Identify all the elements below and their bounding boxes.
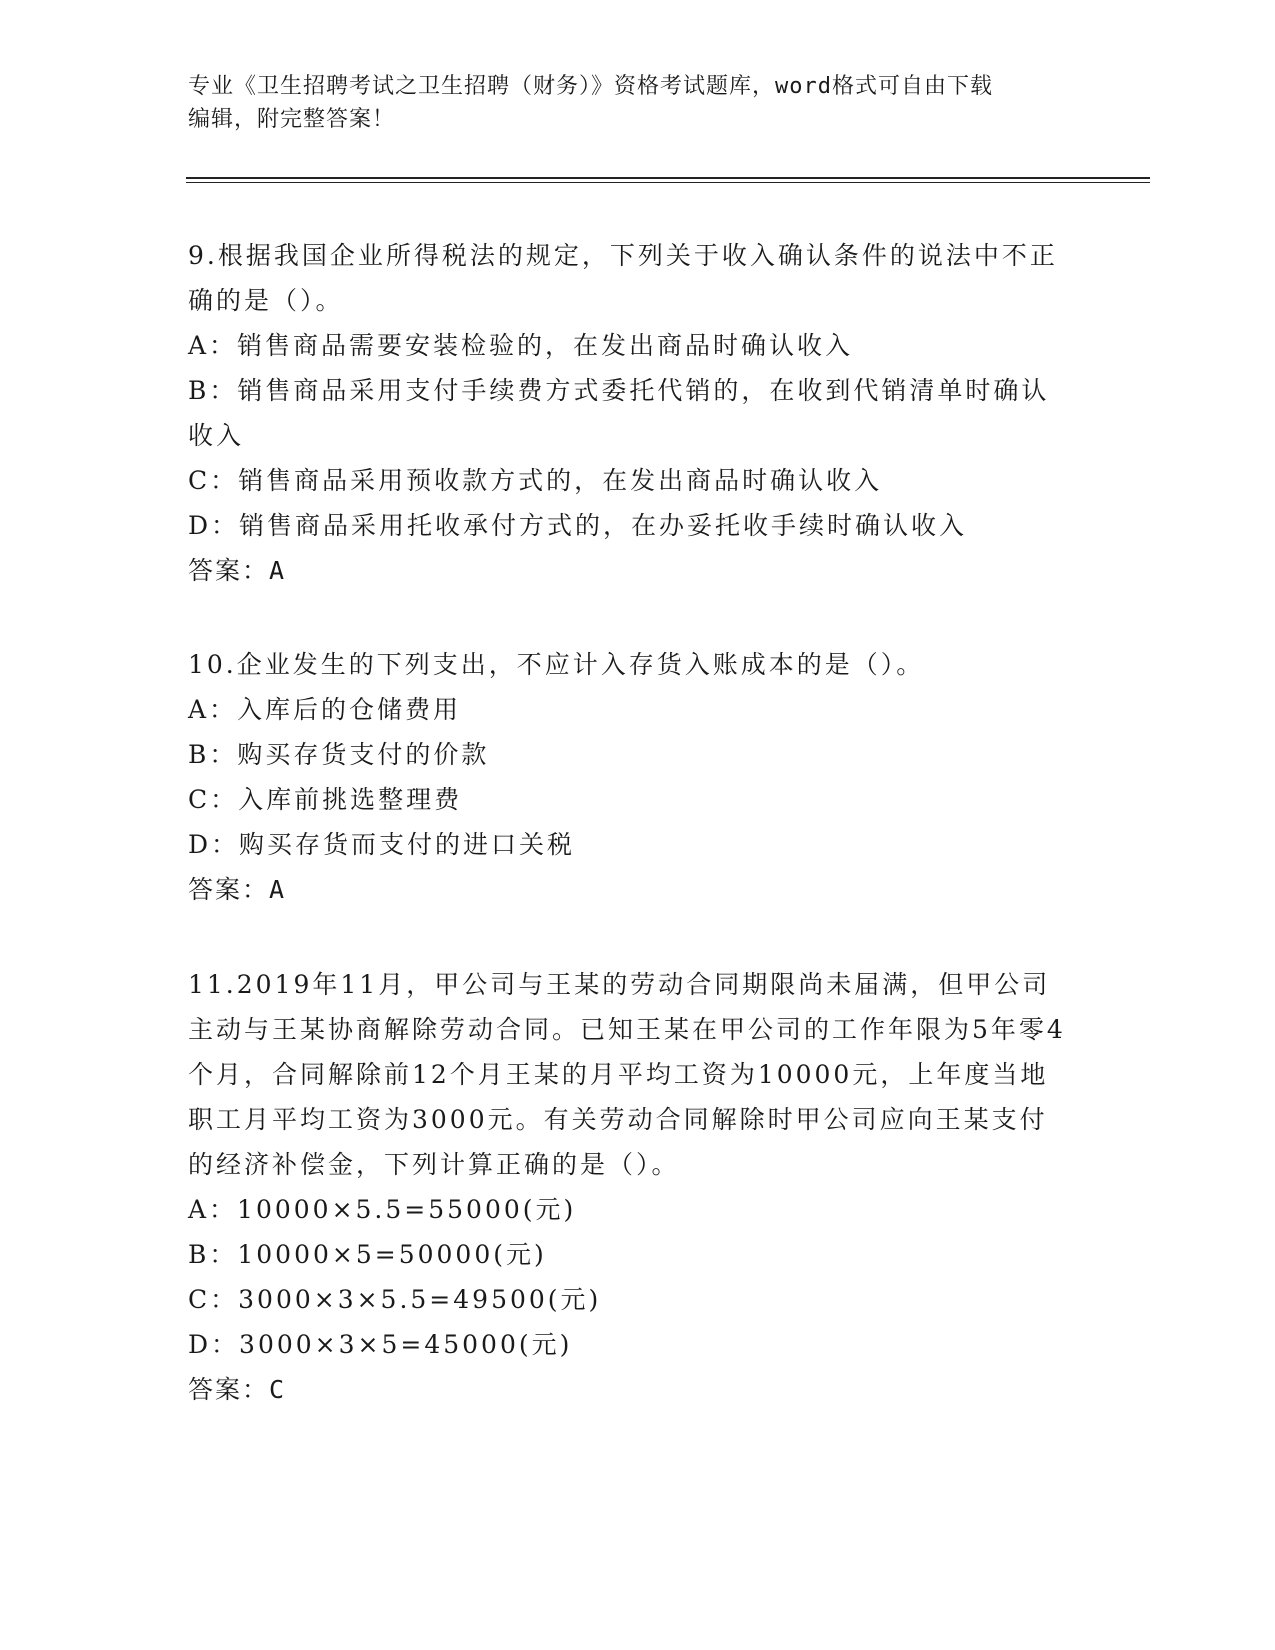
option-c: C：销售商品采用预收款方式的，在发出商品时确认收入: [188, 466, 883, 495]
document-header: [188, 70, 1068, 136]
option-d: D：销售商品采用托收承付方式的，在办妥托收手续时确认收入: [188, 511, 968, 540]
question-stem: 11.2019年11月，甲公司与王某的劳动合同期限尚未届满，但甲公司主动与王某协商解除劳动合同。已知王某在甲公司的工作年限为5年零4个月，合同解除前12个月王某的月平均工资为10000元，上年度当地职工月平均工资为3000元。有关劳动合同解除时甲公司应向王某支付的经济补偿金，下列计算正确的是（）。: [188, 970, 1066, 1179]
answer-value: A: [269, 875, 287, 904]
option-a: A：10000×5.5=55000(元): [188, 1195, 577, 1224]
question-stem: 10.企业发生的下列支出，不应计入存货入账成本的是（）。: [188, 650, 925, 679]
answer-label: 答案：: [188, 556, 270, 585]
answer-line: [188, 867, 1068, 912]
option-d: D：购买存货而支付的进口关税: [188, 830, 576, 859]
option-c: C：入库前挑选整理费: [188, 785, 463, 814]
header-line-2: 编辑，附完整答案！: [188, 107, 396, 132]
option-b: B：购买存货支付的价款: [188, 740, 490, 769]
option-d: D：3000×3×5=45000(元): [188, 1330, 573, 1359]
answer-label: 答案：: [188, 875, 270, 904]
header-divider-top: [186, 177, 1150, 179]
answer-line: [188, 1367, 1068, 1412]
option-a: A：入库后的仓储费用: [188, 695, 462, 724]
question-9: [188, 233, 1068, 593]
question-10: [188, 642, 1068, 912]
question-stem: 9.根据我国企业所得税法的规定，下列关于收入确认条件的说法中不正确的是（）。: [188, 241, 1058, 315]
option-a: A：销售商品需要安装检验的，在发出商品时确认收入: [188, 331, 854, 360]
header-line-1: 专业《卫生招聘考试之卫生招聘（财务）》资格考试题库，word格式可自由下载: [188, 74, 993, 99]
header-divider-bottom: [186, 182, 1150, 183]
option-c: C：3000×3×5.5=49500(元): [188, 1285, 602, 1314]
question-11: [188, 962, 1068, 1412]
option-b: B：10000×5=50000(元): [188, 1240, 547, 1269]
answer-line: [188, 548, 1068, 593]
answer-label: 答案：: [188, 1375, 270, 1404]
option-b: B：销售商品采用支付手续费方式委托代销的，在收到代销清单时确认收入: [188, 376, 1050, 450]
answer-value: C: [269, 1375, 287, 1404]
answer-value: A: [269, 556, 287, 585]
